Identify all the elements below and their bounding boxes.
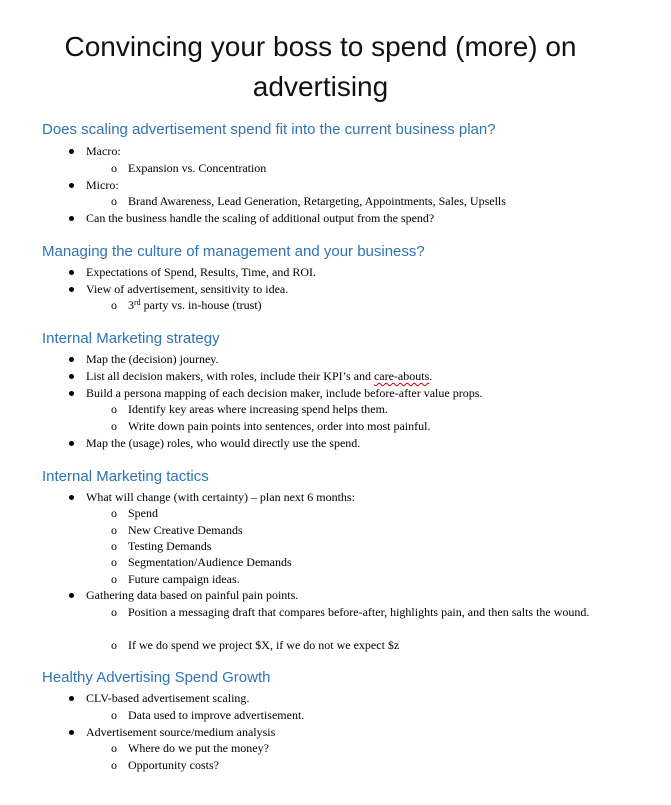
list-item-text: List all decision makers, with roles, include their KPI’s and care-abouts.	[86, 369, 433, 383]
circle-bullet-icon: o	[111, 758, 117, 772]
circle-bullet-icon: o	[111, 402, 117, 416]
bullet-icon	[64, 210, 78, 226]
bullet-icon	[64, 385, 78, 401]
bullet-icon	[64, 435, 78, 451]
list-item-text: Gathering data based on painful pain points.	[86, 588, 299, 602]
sub-list-item-text: Expansion vs. Concentration	[128, 161, 267, 175]
sub-list-item-text: Future campaign ideas.	[128, 572, 240, 586]
circle-bullet-icon: o	[111, 539, 117, 553]
document-title	[0, 27, 641, 107]
section-heading: Internal Marketing tactics	[42, 468, 209, 485]
bullet-icon	[64, 690, 78, 706]
circle-bullet-icon: o	[111, 708, 117, 722]
circle-bullet-icon: o	[111, 638, 117, 652]
bullet-icon	[64, 351, 78, 367]
bullet-icon	[64, 281, 78, 297]
section-heading: Managing the culture of management and your business?	[42, 243, 425, 260]
sub-list-item-text: New Creative Demands	[128, 523, 243, 537]
circle-bullet-icon: o	[111, 572, 117, 586]
list-item-text: Can the business handle the scaling of additional output from the spend?	[86, 211, 435, 225]
circle-bullet-icon: o	[111, 605, 117, 619]
bullet-icon	[64, 177, 78, 193]
circle-bullet-icon: o	[111, 523, 117, 537]
sub-list-item-text: Write down pain points into sentences, order into most painful.	[128, 419, 431, 433]
list-item-text: Advertisement source/medium analysis	[86, 725, 276, 739]
bullet-icon	[64, 587, 78, 603]
circle-bullet-icon: o	[111, 555, 117, 569]
list-item-text: Map the (decision) journey.	[86, 352, 219, 366]
sub-list-item-text: Opportunity costs?	[128, 758, 219, 772]
circle-bullet-icon: o	[111, 298, 117, 312]
list-item-text: Build a persona mapping of each decision maker, include before-after value props.	[86, 386, 483, 400]
title-line-1: Convincing your boss to spend (more) on	[64, 31, 577, 62]
list-item-text: View of advertisement, sensitivity to idea.	[86, 282, 289, 296]
circle-bullet-icon: o	[111, 506, 117, 520]
sub-list-item-text: If we do spend we project $X, if we do not we expect $z	[128, 638, 400, 652]
title-line-2: advertising	[252, 71, 389, 102]
list-item-text: What will change (with certainty) – plan next 6 months:	[86, 490, 355, 504]
sub-list-item-text: Segmentation/Audience Demands	[128, 555, 292, 569]
bullet-icon	[64, 368, 78, 384]
list-item-text: CLV-based advertisement scaling.	[86, 691, 250, 705]
bullet-icon	[64, 724, 78, 740]
circle-bullet-icon: o	[111, 194, 117, 208]
bullet-icon	[64, 489, 78, 505]
list-item-text: Micro:	[86, 178, 119, 192]
sub-list-item-text: Testing Demands	[128, 539, 212, 553]
sub-list-item-text: Position a messaging draft that compares before-after, highlights pain, and then salts the wound.	[128, 605, 590, 619]
bullet-icon	[64, 264, 78, 280]
section-heading: Internal Marketing strategy	[42, 330, 220, 347]
section-heading: Does scaling advertisement spend fit into the current business plan?	[42, 121, 496, 138]
sub-list-item-text: 3rd party vs. in-house (trust)	[128, 298, 262, 312]
list-item-text: Macro:	[86, 144, 121, 158]
list-item-text: Expectations of Spend, Results, Time, and ROI.	[86, 265, 316, 279]
sub-list-item-text: Spend	[128, 506, 158, 520]
sub-list-item-text: Where do we put the money?	[128, 741, 269, 755]
sub-list-item-text: Identify key areas where increasing spend helps them.	[128, 402, 388, 416]
circle-bullet-icon: o	[111, 741, 117, 755]
spellcheck-word: care-abouts	[373, 369, 430, 383]
list-item-text: Map the (usage) roles, who would directly use the spend.	[86, 436, 361, 450]
bullet-icon	[64, 143, 78, 159]
circle-bullet-icon: o	[111, 161, 117, 175]
sub-list-item-text: Brand Awareness, Lead Generation, Retargeting, Appointments, Sales, Upsells	[128, 194, 506, 208]
sub-list-item-text: Data used to improve advertisement.	[128, 708, 305, 722]
section-heading: Healthy Advertising Spend Growth	[42, 669, 271, 686]
circle-bullet-icon: o	[111, 419, 117, 433]
